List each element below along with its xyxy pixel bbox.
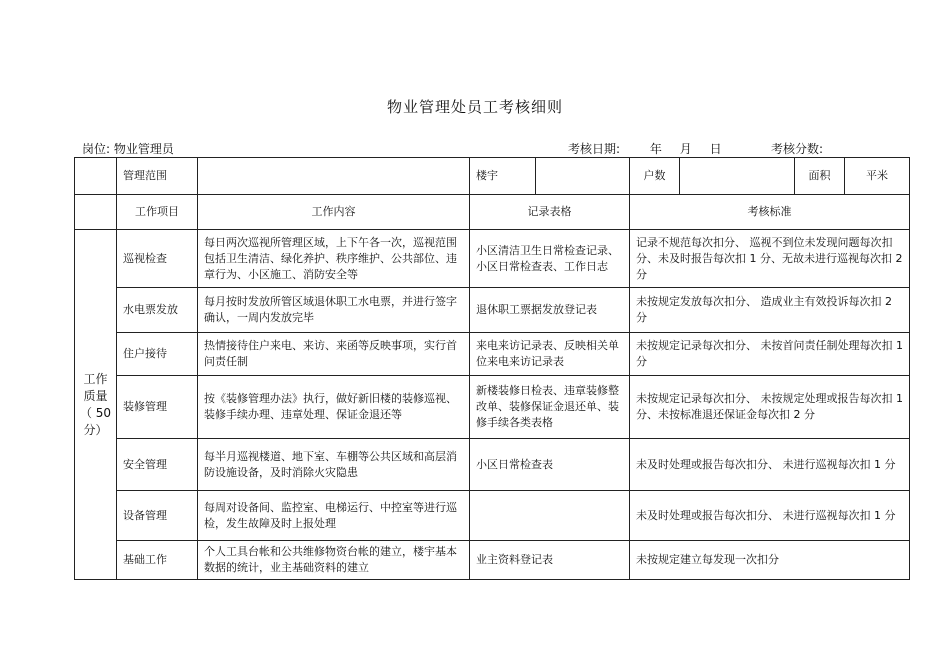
date-field xyxy=(568,140,722,157)
row-item: 水电票发放 xyxy=(117,288,198,333)
row-records: 小区日常检查表 xyxy=(470,439,630,491)
col-item: 工作项目 xyxy=(117,195,198,230)
col-records: 记录表格 xyxy=(470,195,630,230)
row-item: 装修管理 xyxy=(117,376,198,439)
households-value xyxy=(680,158,795,195)
row-records xyxy=(470,491,630,541)
scope-value xyxy=(198,158,470,195)
row-standard: 未及时处理或报告每次扣分、 未进行巡视每次扣 1 分 xyxy=(630,491,910,541)
month-label: 月 xyxy=(679,142,692,156)
row-records: 业主资料登记表 xyxy=(470,541,630,580)
area-label: 面积 xyxy=(795,158,845,195)
date-label: 考核日期: xyxy=(568,142,621,156)
table-row xyxy=(75,333,910,376)
year-label: 年 xyxy=(649,142,662,156)
day-label: 日 xyxy=(709,142,722,156)
row-content: 每日两次巡视所管理区域，上下午各一次，巡视范围包括卫生清洁、绿化养护、秩序维护、公共部位、违章行为、小区施工、消防安全等 xyxy=(198,230,470,288)
row-item: 设备管理 xyxy=(117,491,198,541)
row-content: 每周对设备间、监控室、电梯运行、中控室等进行巡检，发生故障及时上报处理 xyxy=(198,491,470,541)
row-content: 每月按时发放所管区域退休职工水电票，并进行签字确认，一周内发放完毕 xyxy=(198,288,470,333)
assessment-table xyxy=(74,157,910,580)
table-row xyxy=(75,230,910,288)
score-label: 考核分数: xyxy=(771,142,824,156)
table-row xyxy=(75,491,910,541)
page-title: 物业管理处员工考核细则 xyxy=(386,98,563,116)
blank-cell xyxy=(75,158,117,195)
post-field xyxy=(82,140,174,157)
table-row xyxy=(75,439,910,491)
building-value xyxy=(536,158,630,195)
scope-label: 管理范围 xyxy=(117,158,198,195)
row-content: 热情接待住户来电、来访、来函等反映事项，实行首问责任制 xyxy=(198,333,470,376)
score-field xyxy=(771,140,823,157)
row-standard: 未按规定记录每次扣分、 未按规定处理或报告每次扣 1 分、未按标准退还保证金每次扣 2 分 xyxy=(630,376,910,439)
section-line: 工作 xyxy=(83,371,108,386)
row-standard: 未按规定发放每次扣分、 造成业主有效投诉每次扣 2 分 xyxy=(630,288,910,333)
table-row xyxy=(75,376,910,439)
building-label: 楼宇 xyxy=(470,158,536,195)
row-records: 新楼装修日检表、违章装修整改单、装修保证金退还单、装修手续各类表格 xyxy=(470,376,630,439)
row-item: 安全管理 xyxy=(117,439,198,491)
section-label xyxy=(75,230,117,580)
row-content: 每半月巡视楼道、地下室、车棚等公共区域和高层消防设施设备，及时消除火灾隐患 xyxy=(198,439,470,491)
row-records: 小区清洁卫生日常检查记录、小区日常检查表、工作日志 xyxy=(470,230,630,288)
row-records: 来电来访记录表、反映相关单位来电来访记录表 xyxy=(470,333,630,376)
post-label: 岗位: xyxy=(82,142,111,156)
section-line: 分） xyxy=(83,422,108,437)
households-label: 户数 xyxy=(630,158,680,195)
row-standard: 未按规定记录每次扣分、 未按首问责任制处理每次扣 1 分 xyxy=(630,333,910,376)
row-content: 个人工具台帐和公共维修物资台帐的建立，楼宇基本数据的统计，业主基础资料的建立 xyxy=(198,541,470,580)
column-header-row xyxy=(75,195,910,230)
col-content: 工作内容 xyxy=(198,195,470,230)
col-standard: 考核标准 xyxy=(630,195,910,230)
row-item: 巡视检查 xyxy=(117,230,198,288)
row-records: 退休职工票据发放登记表 xyxy=(470,288,630,333)
table-row xyxy=(75,541,910,580)
row-standard: 未及时处理或报告每次扣分、 未进行巡视每次扣 1 分 xyxy=(630,439,910,491)
row-item: 住户接待 xyxy=(117,333,198,376)
row-item: 基础工作 xyxy=(117,541,198,580)
row-content: 按《装修管理办法》执行，做好新旧楼的装修巡视、装修手续办理、违章处理、保证金退还等 xyxy=(198,376,470,439)
row-standard: 记录不规范每次扣分、 巡视不到位未发现问题每次扣分、未及时报告每次扣 1 分、无故未进行巡视每次扣 2 分 xyxy=(630,230,910,288)
area-unit: 平米 xyxy=(845,158,910,195)
row-standard: 未按规定建立每发现一次扣分 xyxy=(630,541,910,580)
post-value: 物业管理员 xyxy=(113,142,174,156)
section-line: 质量 xyxy=(83,388,108,403)
table-row xyxy=(75,288,910,333)
section-line: （ 50 xyxy=(79,405,112,420)
blank-cell xyxy=(75,195,117,230)
info-row xyxy=(75,158,910,195)
